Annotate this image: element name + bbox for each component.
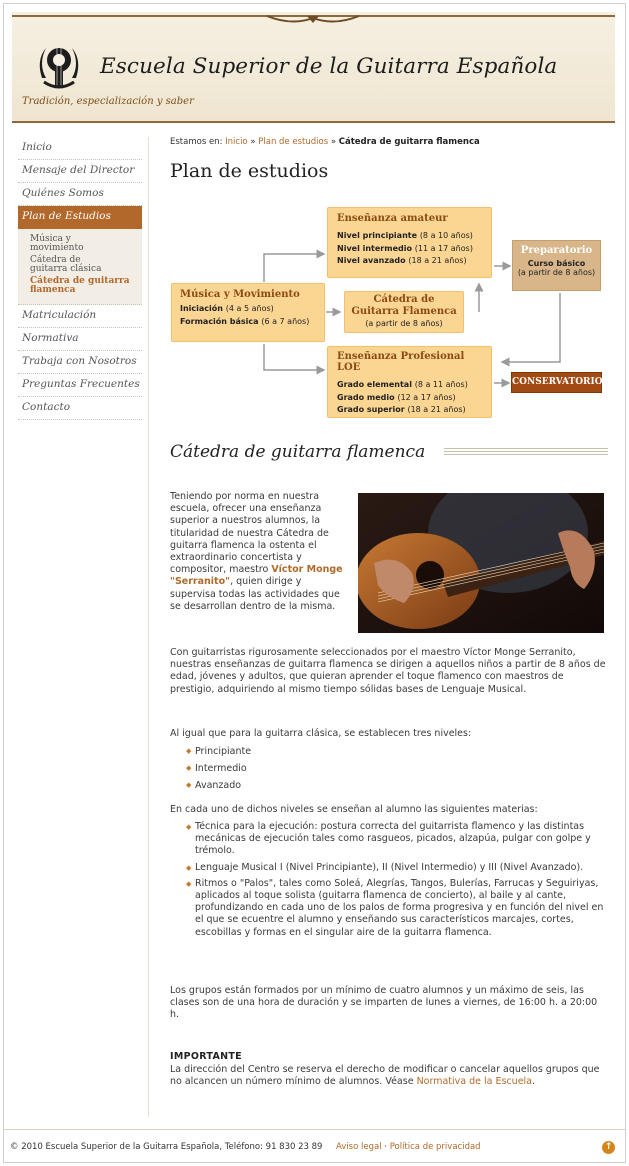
sidebar-item-quienes-somos[interactable]: Quiénes Somos: [18, 183, 142, 206]
box-prep-note: (a partir de 8 años): [517, 268, 596, 277]
breadcrumb-link-inicio[interactable]: Inicio: [225, 137, 248, 147]
row-label: Grado superior: [337, 405, 405, 414]
subnav-item-catedra-flamenca[interactable]: Cátedra de guitarra flamenca: [30, 276, 130, 295]
box-prep-title: Preparatorio: [520, 245, 593, 256]
sidebar-item-mensaje-director[interactable]: Mensaje del Director: [18, 160, 142, 183]
important-text: .: [532, 1076, 536, 1088]
row-label: Grado elemental: [337, 380, 412, 389]
list-item: ◆ Intermedio: [187, 760, 607, 777]
intro-paragraph: [170, 491, 348, 613]
link-normativa[interactable]: Normativa de la Escuela: [416, 1076, 533, 1088]
page-title: Plan de estudios: [170, 160, 329, 182]
box-musica-title: Música y Movimiento: [180, 289, 300, 300]
tagline: Tradición, especialización y saber: [22, 96, 194, 107]
amateur-row: [337, 243, 482, 256]
profesional-row: [337, 379, 482, 392]
row-note: (8 a 10 años): [419, 231, 473, 240]
musica-row: [180, 316, 316, 329]
footer-link-legal[interactable]: Aviso legal: [335, 1142, 382, 1152]
sidebar-item-preguntas[interactable]: Preguntas Frecuentes: [18, 374, 142, 397]
important-text: La dirección del Centro se reserva el derecho de modificar o cancelar aquellos grupos que no alcancen un número mínimo de alumnos. Véase: [170, 1064, 600, 1088]
breadcrumb-prefix: Estamos en:: [170, 137, 223, 147]
list-item: ◆ Avanzado: [187, 777, 607, 794]
guitarist-photo: [358, 493, 604, 633]
box-conservatorio: CONSERVATORIO: [511, 372, 602, 393]
subjects-list: [187, 821, 607, 939]
box-catedra-title-1: Cátedra de: [373, 294, 435, 305]
footer-copyright: © 2010 Escuela Superior de la Guitarra Española, Teléfono: 91 830 23 89: [10, 1142, 323, 1152]
row-note: (12 a 17 años): [397, 392, 456, 402]
box-prep-subtitle: Curso básico: [527, 259, 586, 268]
box-musica-movimiento: [171, 283, 325, 342]
list-item: ◆ Lenguaje Musical I (Nivel Principiante), II (Nivel Intermedio) y III (Nivel Avanzado).: [187, 862, 607, 874]
paragraph-4: En cada uno de dichos niveles se enseñan al alumno las siguientes materias:: [170, 804, 538, 815]
arrow-prep-to-prof: [502, 293, 560, 362]
paragraph-5: Los grupos están formados por un mínimo de cuatro alumnos y un máximo de seis, las clases son de una hora de duración y se imparten de lunes a viernes, de 16:00 h. a 20:00 h.: [170, 985, 598, 1021]
section-rule: [444, 454, 608, 455]
paragraph-2: Con guitarristas rigurosamente seleccionados por el maestro Víctor Monge Serranito, nuestras enseñanzas de guitarra flamenca se dirigen a aquellos niños a partir de 8 años de edad, jóvenes y adultos, que quieran aprender el toque flamenco con maestros de prestigio, adquiriendo al mismo tiempo sólidas bases de Lenguaje Musical.: [170, 647, 606, 695]
musica-row: [180, 303, 316, 316]
profesional-row: [337, 404, 482, 417]
row-label: Iniciación: [180, 304, 223, 313]
box-catedra-note: (a partir de 8 años): [365, 319, 443, 328]
row-note: (11 a 17 años): [414, 243, 473, 253]
amateur-row: [337, 230, 482, 243]
row-label: Grado medio: [337, 392, 395, 402]
site-title[interactable]: Escuela Superior de la Guitarra Española: [100, 54, 558, 79]
link-victor-monge[interactable]: Víctor Monge "Serranito": [170, 564, 343, 588]
breadcrumb-separator: »: [330, 137, 337, 147]
sidebar-item-contacto[interactable]: Contacto: [18, 397, 142, 420]
row-label: Nivel avanzado: [337, 256, 406, 265]
row-label: Formación básica: [180, 316, 259, 326]
box-catedra-flamenca: [344, 291, 464, 333]
list-item: ◆ Técnica para la ejecución: postura correcta del guitarrista flamenco y las distintas mecánicas de ejecución tales como rasgueos, picados, alzapúa, pulgar con golpe y trémolo.: [187, 821, 607, 858]
sidebar-item-inicio[interactable]: Inicio: [18, 137, 142, 160]
breadcrumb-separator: »: [250, 137, 256, 147]
sidebar-item-normativa[interactable]: Normativa: [18, 328, 142, 351]
subnav-item-musica-movimiento[interactable]: Música y movimiento: [30, 234, 84, 253]
amateur-row: [337, 255, 482, 268]
section-title: Cátedra de guitarra flamenca: [170, 442, 426, 462]
box-preparatorio: [512, 240, 601, 291]
sidebar-item-plan-estudios[interactable]: Plan de Estudios: [18, 206, 142, 229]
breadcrumb-link-plan[interactable]: Plan de estudios: [258, 137, 329, 147]
box-catedra-title-2: Guitarra Flamenca: [351, 306, 457, 317]
important-paragraph: [170, 1064, 608, 1088]
breadcrumb-current: Cátedra de guitarra flamenca: [338, 137, 480, 147]
row-note: (18 a 21 años): [408, 256, 467, 265]
box-profesional-title: Enseñanza Profesional LOE: [337, 351, 465, 373]
list-item: ◆ Ritmos o "Palos", tales como Soleá, Alegrías, Tangos, Bulerías, Farrucas y Seguiriyas, aplicados al toque solista (guitarra flamenca de concierto), al baile y al cante, profundizando en cada uno de los palos de forma progresiva y en función del nivel en el que se ecuentre el alumno y enseñando sus característicos marcajes, cortes, escobillas y formas en el singular aire de la guitarra flamenca.: [187, 878, 607, 939]
footer: [10, 1142, 481, 1152]
row-note: (18 a 21 años): [407, 405, 466, 414]
profesional-row: [337, 392, 482, 405]
paragraph-3: Al igual que para la guitarra clásica, se establecen tres niveles:: [170, 728, 472, 739]
footer-link-privacy[interactable]: Política de privacidad: [389, 1142, 481, 1152]
intro-text: Teniendo por norma en nuestra escuela, ofrecer una enseñanza superior a nuestros alumnos, la titularidad de nuestra Cátedra de guitarra flamenca la ostenta el extraordinario concertista y compositor, maestro: [170, 491, 329, 576]
row-note: (6 a 7 años): [261, 316, 310, 326]
intro-text: , quien dirige y supervisa todas las actividades que se desarrollan dentro de la misma.: [170, 576, 340, 612]
sidebar-item-matriculacion[interactable]: Matriculación: [18, 305, 142, 328]
sidebar-item-trabaja[interactable]: Trabaja con Nosotros: [18, 351, 142, 374]
box-ensenanza-profesional: [327, 346, 492, 418]
box-ensenanza-amateur: [327, 207, 492, 278]
arrow-to-amateur: [264, 254, 324, 282]
subnav-item-catedra-clasica[interactable]: Cátedra de guitarra clásica: [30, 255, 102, 274]
footer-separator: ·: [384, 1142, 387, 1152]
levels-list: [187, 743, 607, 794]
row-label: Nivel intermedio: [337, 243, 412, 253]
section-rule: [444, 448, 608, 449]
back-to-top-icon[interactable]: ↑: [602, 1141, 615, 1154]
row-label: Nivel principiante: [337, 231, 418, 240]
section-rule: [444, 451, 608, 452]
important-title: IMPORTANTE: [170, 1051, 242, 1062]
arrow-to-profesional: [264, 344, 324, 370]
footer-divider: [3, 1129, 626, 1130]
box-amateur-title: Enseñanza amateur: [337, 213, 448, 224]
row-note: (4 a 5 años): [225, 304, 274, 313]
list-item: ◆ Principiante: [187, 743, 607, 760]
row-note: (8 a 11 años): [414, 380, 468, 389]
